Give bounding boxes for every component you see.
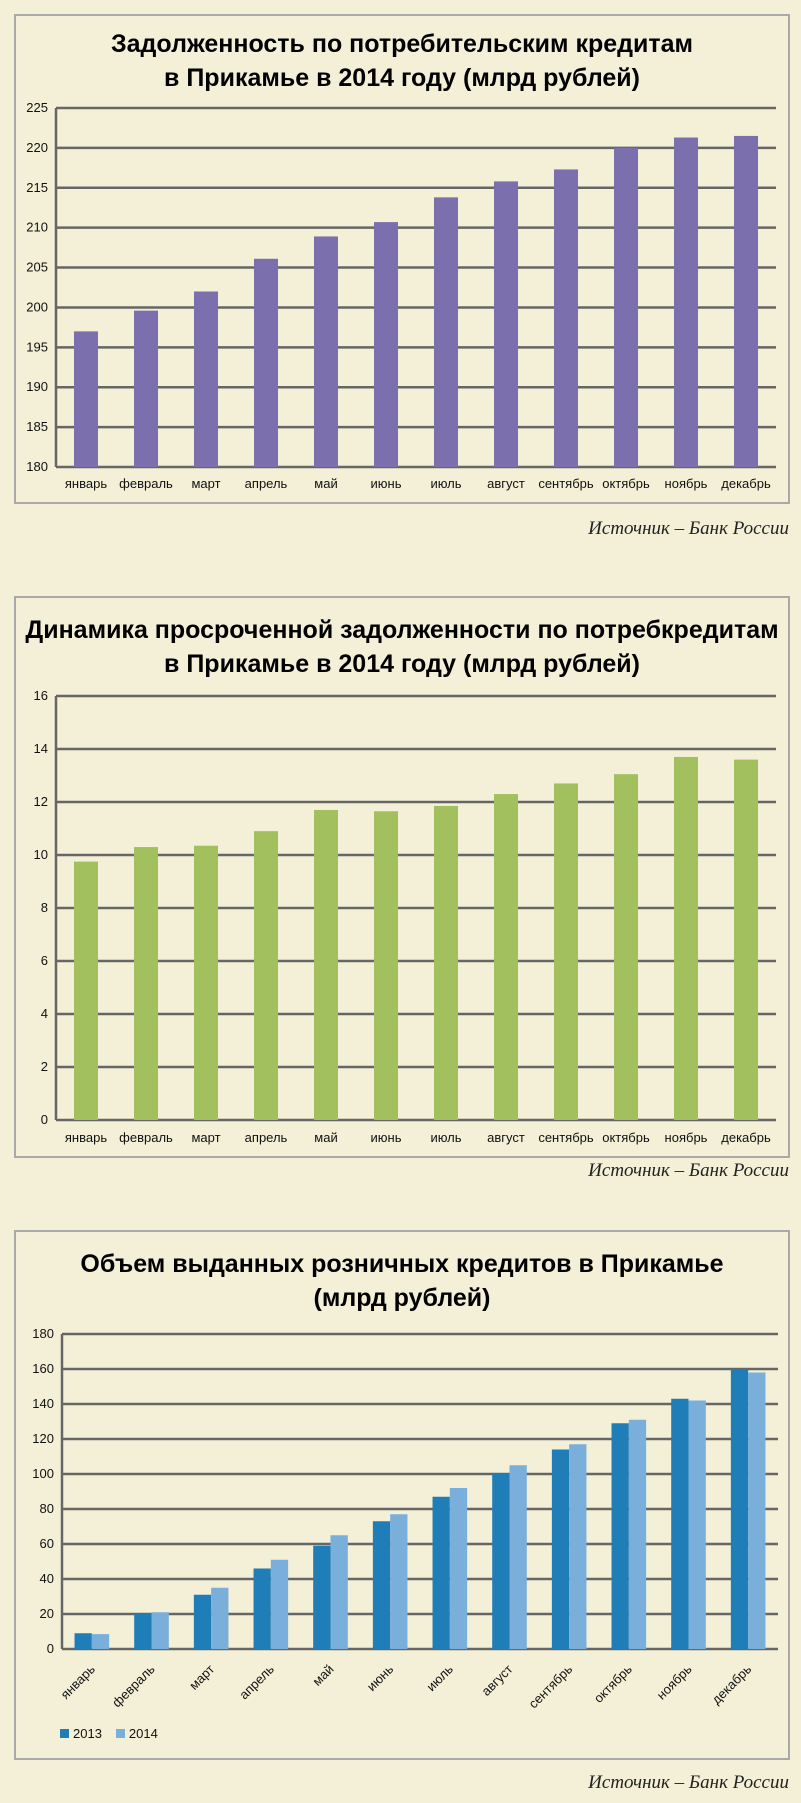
- y-tick-label: 205: [26, 259, 48, 275]
- x-tick-label: апрель: [244, 476, 288, 491]
- x-tick-label: июнь: [363, 1661, 397, 1695]
- y-tick-label: 160: [32, 1361, 54, 1376]
- bar: [689, 1401, 706, 1650]
- x-tick-label: январь: [64, 1130, 108, 1145]
- bar: [74, 862, 98, 1120]
- bar: [674, 757, 698, 1120]
- y-tick-label: 20: [39, 1606, 54, 1621]
- bar: [731, 1369, 748, 1649]
- y-tick-label: 210: [26, 219, 48, 235]
- chart1-source: Источник – Банк России: [588, 518, 789, 539]
- bar: [390, 1514, 407, 1649]
- y-tick-label: 2: [40, 1059, 48, 1074]
- y-tick-label: 4: [40, 1006, 48, 1021]
- chart1-plot: [16, 16, 792, 506]
- bar: [434, 806, 458, 1120]
- y-tick-label: 100: [32, 1466, 54, 1481]
- bar: [314, 236, 338, 467]
- bar: [211, 1588, 228, 1649]
- bar: [194, 846, 218, 1120]
- legend-label-2013: 2013: [73, 1726, 102, 1741]
- bar: [433, 1497, 450, 1649]
- bar: [194, 291, 218, 467]
- bar: [510, 1465, 527, 1649]
- y-tick-label: 14: [33, 741, 48, 756]
- bar: [554, 169, 578, 467]
- bar: [614, 774, 638, 1120]
- y-tick-label: 185: [26, 419, 48, 435]
- x-tick-label: ноябрь: [653, 1661, 695, 1703]
- x-tick-label: декабрь: [721, 1130, 771, 1145]
- bar: [374, 222, 398, 467]
- bar: [629, 1420, 646, 1649]
- x-tick-label: март: [191, 476, 221, 491]
- bar: [75, 1633, 92, 1649]
- x-tick-label: март: [186, 1661, 218, 1693]
- x-tick-label: октябрь: [602, 476, 650, 491]
- bar: [734, 136, 758, 467]
- x-tick-label: октябрь: [602, 1130, 650, 1145]
- y-tick-label: 12: [33, 794, 48, 809]
- legend-item-2014: [116, 1726, 158, 1741]
- y-tick-label: 180: [26, 459, 48, 474]
- bar: [74, 331, 98, 467]
- x-tick-label: июль: [430, 476, 462, 491]
- chart3-legend: [60, 1726, 172, 1741]
- bar: [134, 1614, 151, 1649]
- x-tick-label: апрель: [244, 1130, 288, 1145]
- bar: [374, 811, 398, 1120]
- x-tick-label: март: [191, 1130, 221, 1145]
- bar: [373, 1521, 390, 1649]
- x-tick-label: июнь: [370, 476, 402, 491]
- chart2-title-line2: в Прикамье в 2014 году (млрд рублей): [164, 650, 640, 678]
- y-tick-label: 6: [40, 953, 48, 968]
- y-tick-label: 120: [32, 1431, 54, 1446]
- bar: [492, 1474, 509, 1649]
- y-tick-label: 10: [33, 847, 48, 862]
- chart1-title-line1: Задолженность по потребительским кредитам: [110, 30, 694, 58]
- y-tick-label: 40: [39, 1571, 54, 1586]
- bar: [134, 311, 158, 467]
- x-tick-label: февраль: [109, 1661, 158, 1711]
- x-tick-label: август: [487, 476, 525, 491]
- x-tick-label: сентябрь: [525, 1661, 576, 1712]
- x-tick-label: июль: [423, 1661, 456, 1695]
- y-tick-label: 16: [33, 688, 48, 703]
- x-tick-label: декабрь: [721, 476, 771, 491]
- legend-label-2014: 2014: [128, 1726, 158, 1741]
- bar: [254, 1569, 271, 1650]
- y-tick-label: 8: [40, 900, 48, 915]
- chart2-source: Источник – Банк России: [588, 1160, 789, 1181]
- chart1-title-line2: в Прикамье в 2014 году (млрд рублей): [164, 64, 640, 92]
- bar: [254, 831, 278, 1120]
- bar: [271, 1560, 288, 1649]
- chart3-title-line1: Объем выданных розничных кредитов в Прикамье: [80, 1250, 724, 1278]
- y-tick-label: 220: [26, 139, 48, 155]
- bar: [671, 1399, 688, 1649]
- bar: [450, 1488, 467, 1649]
- x-tick-label: сентябрь: [538, 1130, 594, 1145]
- legend-item-2013: [60, 1726, 102, 1741]
- x-tick-label: февраль: [119, 1130, 173, 1145]
- bar: [494, 181, 518, 467]
- y-tick-label: 215: [26, 179, 48, 195]
- y-tick-label: 190: [26, 379, 48, 395]
- legend-swatch-2014: [116, 1729, 125, 1738]
- bar: [494, 794, 518, 1120]
- bar: [434, 197, 458, 467]
- x-tick-label: август: [487, 1130, 525, 1145]
- chart3-title-line2: (млрд рублей): [313, 1284, 491, 1312]
- bar: [92, 1634, 109, 1649]
- x-tick-label: январь: [64, 476, 108, 491]
- x-tick-label: июнь: [370, 1130, 402, 1145]
- chart3-panel: [14, 1230, 790, 1760]
- bar: [152, 1612, 169, 1649]
- y-tick-label: 140: [32, 1396, 54, 1411]
- y-tick-label: 225: [26, 100, 48, 115]
- x-tick-label: декабрь: [708, 1661, 755, 1708]
- x-tick-label: май: [314, 476, 338, 491]
- y-tick-label: 200: [26, 299, 48, 315]
- bar: [314, 810, 338, 1120]
- bar: [748, 1373, 765, 1650]
- x-tick-label: май: [309, 1661, 337, 1689]
- chart2-title-line1: Динамика просроченной задолженности по потребкредитам: [25, 616, 779, 644]
- y-tick-label: 180: [32, 1326, 54, 1341]
- bar: [331, 1535, 348, 1649]
- bar: [614, 148, 638, 467]
- x-tick-label: август: [478, 1661, 516, 1699]
- y-tick-label: 0: [46, 1641, 54, 1656]
- bar: [554, 783, 578, 1120]
- x-tick-label: январь: [57, 1661, 98, 1702]
- chart2-plot: [16, 598, 792, 1160]
- x-tick-label: ноябрь: [664, 476, 708, 491]
- y-tick-label: 195: [26, 339, 48, 355]
- chart3-plot: [16, 1232, 792, 1762]
- chart2-panel: [14, 596, 790, 1158]
- x-tick-label: февраль: [119, 476, 173, 491]
- bar: [134, 847, 158, 1120]
- x-tick-label: июль: [430, 1130, 462, 1145]
- y-tick-label: 60: [39, 1536, 54, 1551]
- y-tick-label: 0: [40, 1112, 48, 1127]
- x-tick-label: ноябрь: [664, 1130, 708, 1145]
- bar: [552, 1450, 569, 1650]
- y-tick-label: 80: [39, 1501, 54, 1516]
- x-tick-label: май: [314, 1130, 338, 1145]
- bar: [612, 1423, 629, 1649]
- x-tick-label: октябрь: [590, 1661, 635, 1706]
- bar: [194, 1595, 211, 1649]
- bar: [254, 259, 278, 467]
- bar: [569, 1444, 586, 1649]
- chart3-source: Источник – Банк России: [588, 1772, 789, 1793]
- legend-swatch-2013: [60, 1729, 69, 1738]
- x-tick-label: сентябрь: [538, 476, 594, 491]
- bar: [674, 138, 698, 467]
- x-tick-label: апрель: [236, 1661, 277, 1703]
- chart1-panel: [14, 14, 790, 504]
- bar: [313, 1546, 330, 1649]
- bar: [734, 760, 758, 1120]
